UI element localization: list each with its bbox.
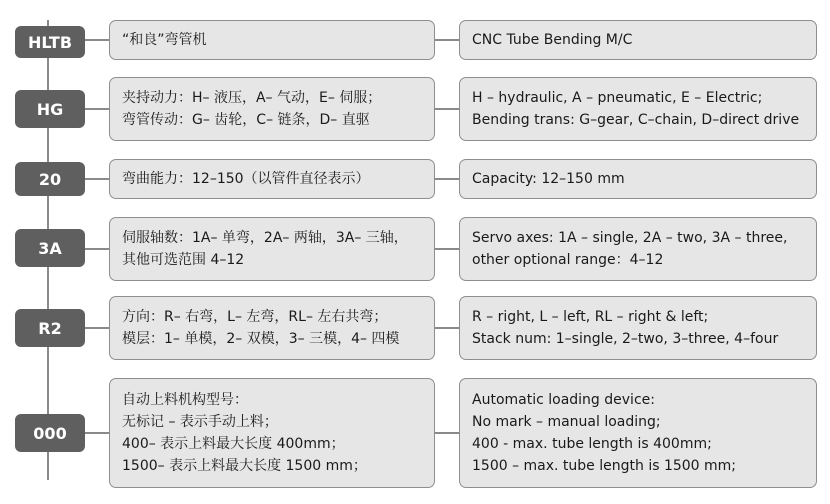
chinese-description-box-0 <box>109 20 435 60</box>
connector-zh-to-en-1 <box>435 108 459 110</box>
english-description-line: Capacity: 12–150 mm <box>472 171 625 187</box>
chinese-description-line: 其他可选范围 4–12 <box>122 252 245 268</box>
chinese-description-box-1 <box>109 77 435 141</box>
chinese-description-line: 夹持动力：H– 液压，A– 气动，E– 伺服； <box>122 90 382 106</box>
code-badge-4: R2 <box>15 309 85 347</box>
connector-zh-to-en-2 <box>435 178 459 180</box>
chinese-description-line: 自动上料机构型号： <box>122 392 248 408</box>
connector-code-to-zh-3 <box>85 248 109 250</box>
english-description-line: 400 - max. tube length is 400mm; <box>472 436 712 452</box>
chinese-description-box-2 <box>109 159 435 199</box>
english-description-box-4 <box>459 296 817 360</box>
chinese-description-line: 模层：1– 单模，2– 双模，3– 三模，4– 四模 <box>122 331 400 347</box>
english-description-box-0 <box>459 20 817 60</box>
chinese-description-box-4 <box>109 296 435 360</box>
chinese-description-line: 伺服轴数：1A– 单弯，2A– 两轴，3A– 三轴， <box>122 230 408 246</box>
english-description-line: CNC Tube Bending M/C <box>472 32 633 48</box>
chinese-description-line: 弯管传动：G– 齿轮，C– 链条，D– 直驱 <box>122 112 370 128</box>
connector-zh-to-en-3 <box>435 248 459 250</box>
english-description-line: Automatic loading device: <box>472 392 655 408</box>
english-description-line: No mark – manual loading; <box>472 414 661 430</box>
connector-code-to-zh-5 <box>85 432 109 434</box>
chinese-description-line: 无标记 – 表示手动上料； <box>122 414 278 430</box>
code-badge-2: 20 <box>15 162 85 196</box>
connector-zh-to-en-0 <box>435 39 459 41</box>
english-description-box-3 <box>459 217 817 281</box>
chinese-description-line: 方向：R– 右弯，L– 左弯，RL– 左右共弯； <box>122 309 388 325</box>
english-description-line: H – hydraulic, A – pneumatic, E – Electric; <box>472 90 763 106</box>
english-description-line: Stack num: 1–single, 2–two, 3–three, 4–four <box>472 331 779 347</box>
code-badge-3: 3A <box>15 229 85 267</box>
connector-code-to-zh-4 <box>85 327 109 329</box>
english-description-line: R – right, L – left, RL – right & left; <box>472 309 709 325</box>
english-description-line: Bending trans: G–gear, C–chain, D–direct drive <box>472 112 800 128</box>
connector-code-to-zh-0 <box>85 39 109 41</box>
english-description-line: Servo axes: 1A – single, 2A – two, 3A – three, <box>472 230 788 246</box>
english-description-line: 1500 – max. tube length is 1500 mm; <box>472 458 737 474</box>
connector-zh-to-en-4 <box>435 327 459 329</box>
chinese-description-line: 400– 表示上料最大长度 400mm； <box>122 436 345 452</box>
english-description-box-5 <box>459 378 817 488</box>
connector-code-to-zh-2 <box>85 178 109 180</box>
code-badge-1: HG <box>15 90 85 128</box>
english-description-box-2 <box>459 159 817 199</box>
chinese-description-line: 1500– 表示上料最大长度 1500 mm； <box>122 458 367 474</box>
english-description-box-1 <box>459 77 817 141</box>
code-badge-0: HLTB <box>15 26 85 58</box>
chinese-description-line: “和良”弯管机 <box>122 32 207 48</box>
chinese-description-box-3 <box>109 217 435 281</box>
chinese-description-line: 弯曲能力：12–150（以管件直径表示） <box>122 171 370 187</box>
connector-zh-to-en-5 <box>435 432 459 434</box>
code-badge-5: 000 <box>15 414 85 452</box>
chinese-description-box-5 <box>109 378 435 488</box>
english-description-line: other optional range：4–12 <box>472 252 664 268</box>
connector-code-to-zh-1 <box>85 108 109 110</box>
